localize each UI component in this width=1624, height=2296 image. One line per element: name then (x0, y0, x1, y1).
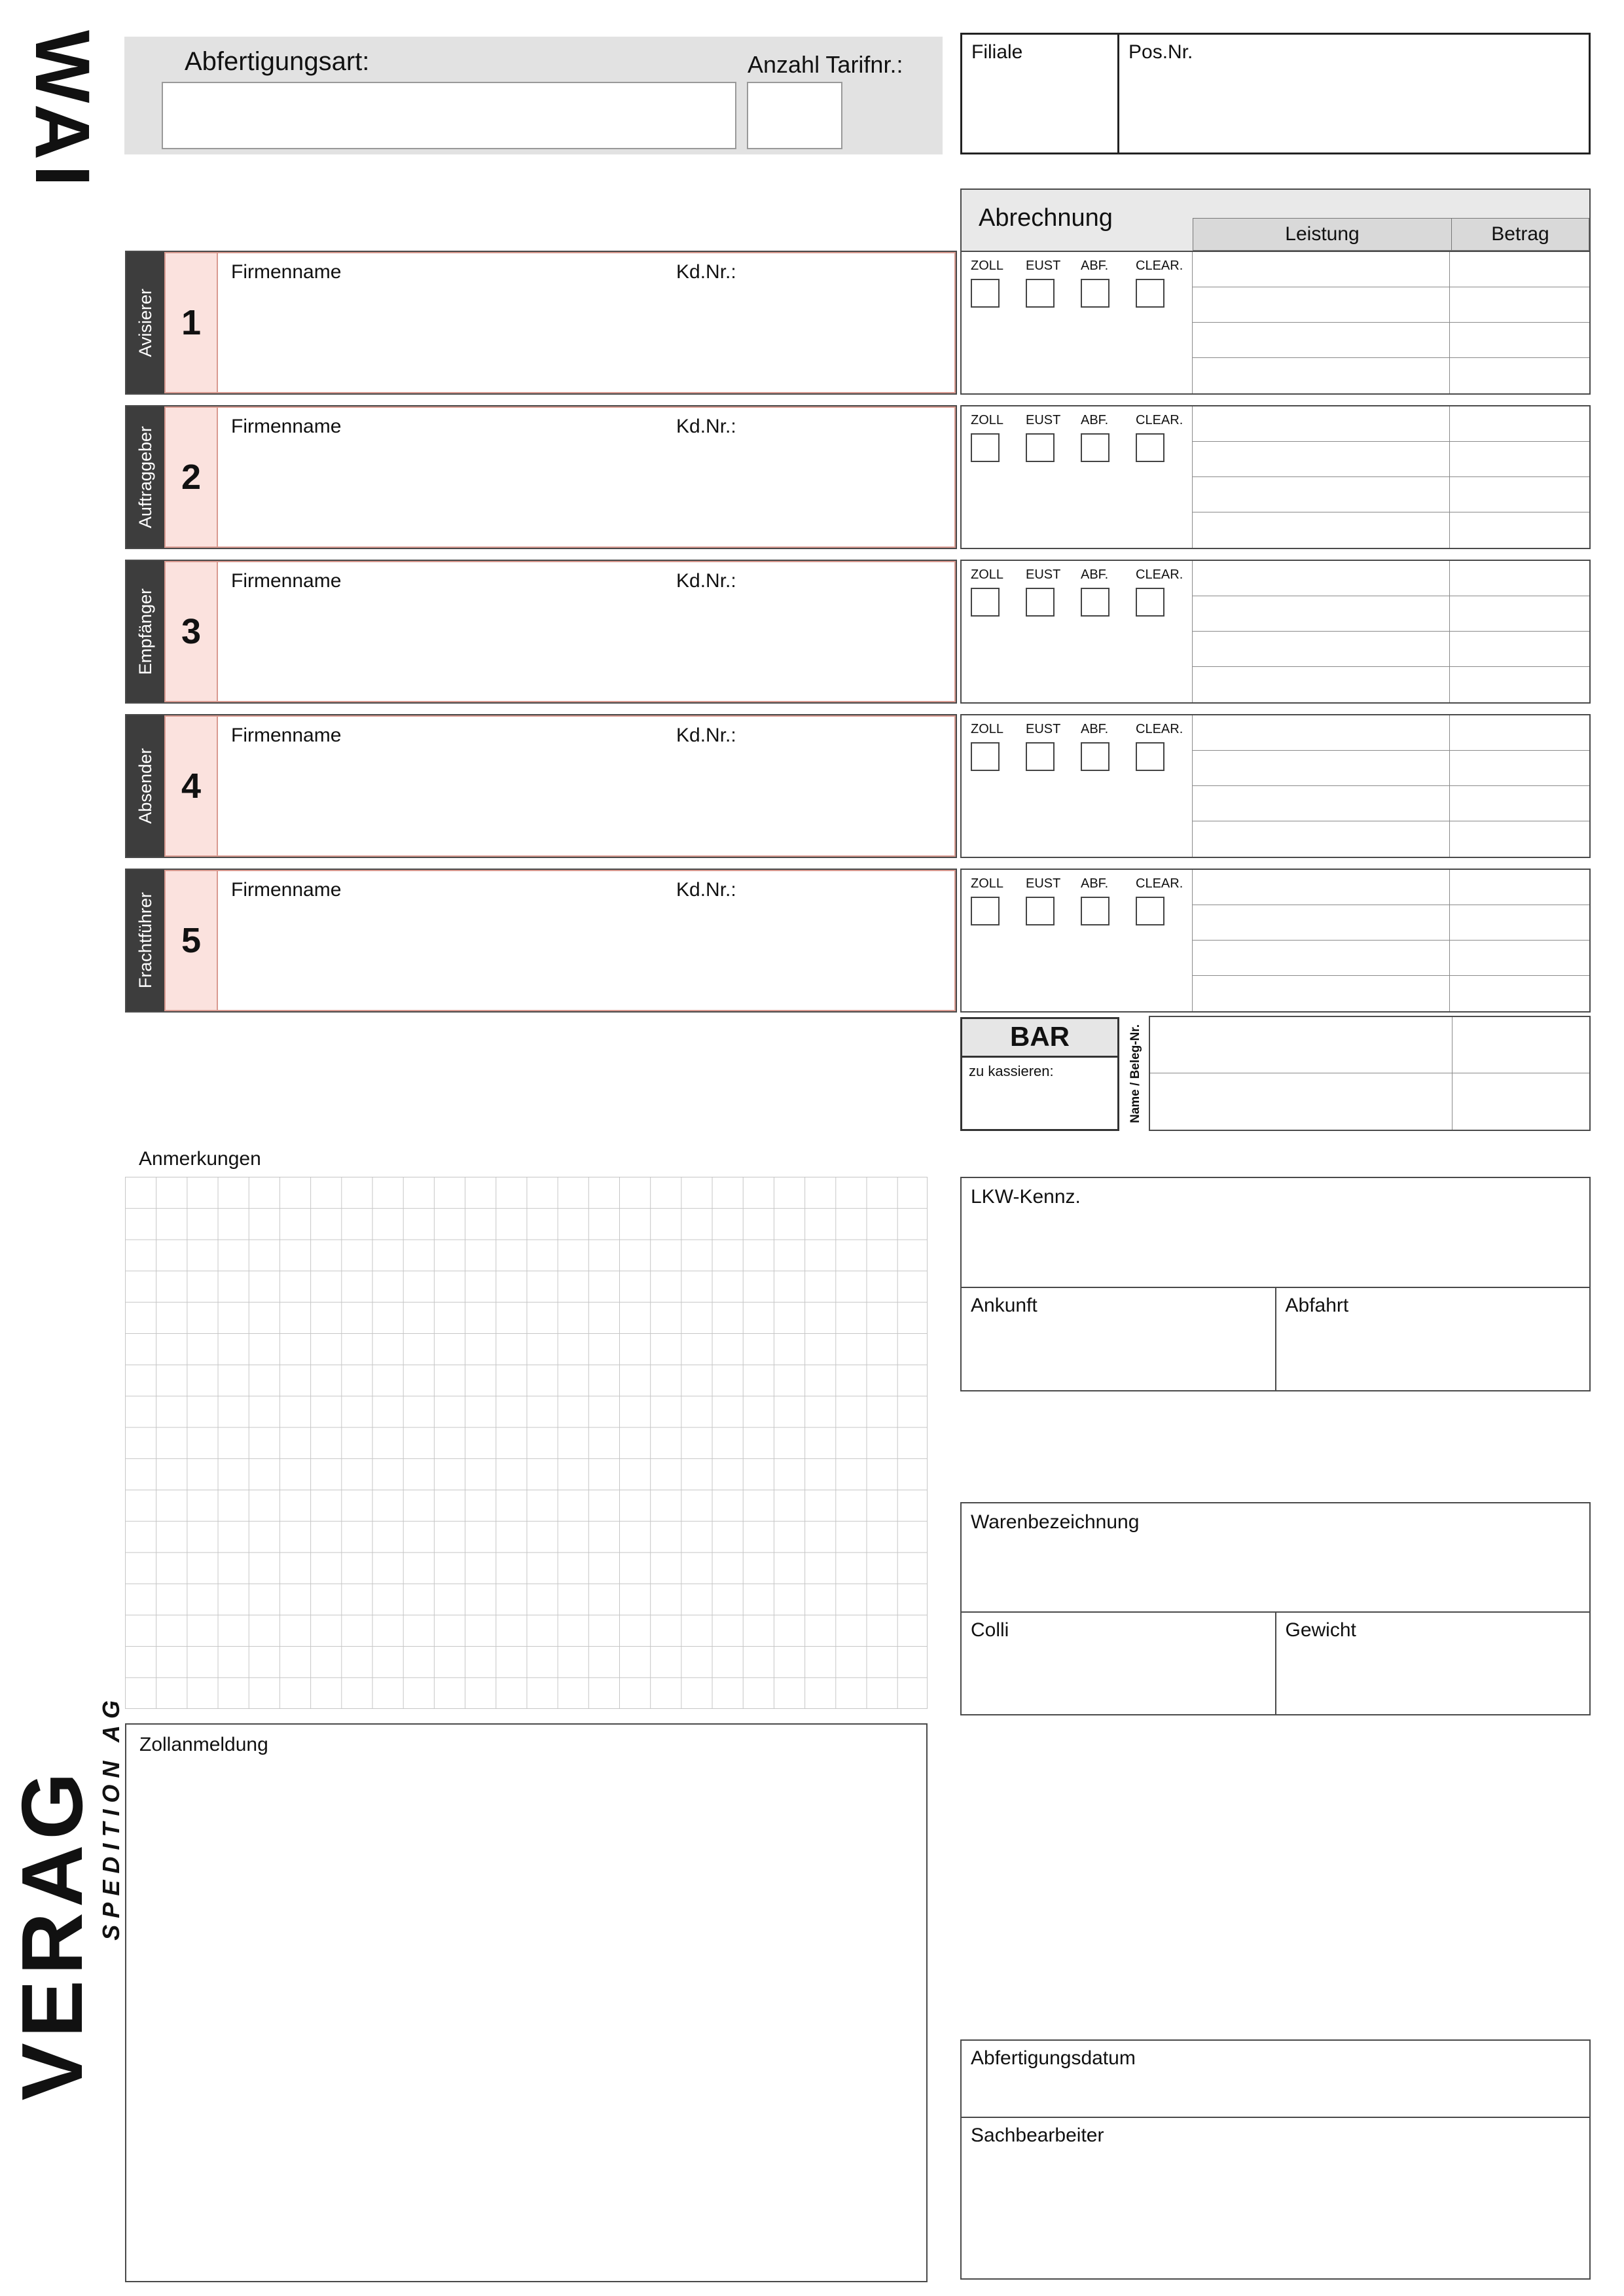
betrag-cell[interactable] (1449, 715, 1589, 751)
bar-rows (1149, 1016, 1591, 1131)
eust-label: EUST (1026, 876, 1061, 891)
party-5-abf-col (1081, 876, 1136, 1011)
party-3-checkbox-zone (962, 561, 1193, 702)
party-1-number: 1 (181, 303, 202, 342)
party-2-company-field[interactable] (218, 408, 954, 547)
leistung-cell[interactable] (1193, 976, 1449, 1011)
party-5-abf-checkbox[interactable] (1081, 897, 1110, 925)
clear-label: CLEAR. (1136, 413, 1183, 427)
party-4-abf-col (1081, 722, 1136, 857)
party-5-rolebar (126, 870, 164, 1011)
leistung-cell[interactable] (1193, 667, 1449, 702)
colli-label: Colli (971, 1619, 1009, 1641)
party-5-clear-col (1136, 876, 1191, 1011)
party-block-avisierer (125, 251, 1591, 395)
party-4-abrechnung (960, 714, 1591, 858)
abfertigung-box (960, 2039, 1591, 2280)
leistung-cell[interactable] (1193, 596, 1449, 632)
party-3-abrechnung (960, 560, 1591, 704)
abf-label: ABF. (1081, 259, 1109, 273)
zoll-label: ZOLL (971, 876, 1004, 891)
party-1-rolebar (126, 252, 164, 393)
anzahl-tarifnr-label: Anzahl Tarifnr.: (748, 51, 903, 78)
betrag-cell[interactable] (1449, 477, 1589, 512)
party-1-zoll-checkbox[interactable] (971, 279, 1000, 308)
leistung-cell[interactable] (1193, 632, 1449, 667)
abf-label: ABF. (1081, 722, 1109, 736)
party-5-rows (1193, 870, 1589, 1011)
party-4-eust-checkbox[interactable] (1026, 742, 1055, 771)
party-2-number-column (166, 408, 218, 547)
betrag-column-header: Betrag (1451, 218, 1589, 251)
spedition-ag-label: SPEDITION AG (98, 1694, 124, 1941)
party-3-abf-checkbox[interactable] (1081, 588, 1110, 617)
abf-label: ABF. (1081, 413, 1109, 427)
party-4-eust-col (1026, 722, 1081, 857)
sachbearbeiter-field[interactable] (962, 2117, 1589, 2278)
zoll-label: ZOLL (971, 722, 1004, 736)
betrag-cell[interactable] (1449, 406, 1589, 442)
colli-field[interactable] (962, 1613, 1276, 1714)
betrag-cell[interactable] (1449, 905, 1589, 941)
party-2-clear-checkbox[interactable] (1136, 433, 1164, 462)
party-3-number: 3 (181, 612, 202, 651)
lkw-kennz-field[interactable] (962, 1178, 1589, 1287)
party-4-checkbox-zone (962, 715, 1193, 857)
party-5-role-label: Frachtführer (135, 892, 155, 989)
party-1-company-field[interactable] (218, 253, 954, 392)
eust-label: EUST (1026, 259, 1061, 273)
party-block-absender (125, 714, 1591, 858)
party-1-abf-col (1081, 259, 1136, 393)
party-5-left (125, 869, 957, 1013)
betrag-cell[interactable] (1449, 786, 1589, 821)
party-3-clear-checkbox[interactable] (1136, 588, 1164, 617)
betrag-cell[interactable] (1449, 252, 1589, 287)
party-2-zoll-checkbox[interactable] (971, 433, 1000, 462)
party-3-eust-checkbox[interactable] (1026, 588, 1055, 617)
abf-label: ABF. (1081, 876, 1109, 891)
party-2-eust-col (1026, 413, 1081, 548)
kdnr-label: Kd.Nr.: (676, 879, 736, 901)
party-5-abrechnung (960, 869, 1591, 1013)
party-3-zoll-checkbox[interactable] (971, 588, 1000, 617)
party-1-eust-col (1026, 259, 1081, 393)
zoll-label: ZOLL (971, 567, 1004, 582)
leistung-cell[interactable] (1193, 406, 1449, 442)
party-1-abrechnung (960, 251, 1591, 395)
betrag-cell[interactable] (1449, 632, 1589, 667)
party-5-eust-checkbox[interactable] (1026, 897, 1055, 925)
leistung-cell[interactable] (1193, 287, 1449, 323)
firmenname-label: Firmenname (231, 261, 342, 283)
betrag-cell[interactable] (1449, 512, 1589, 548)
zu-kassieren-field[interactable] (960, 1058, 1119, 1131)
leistung-cell[interactable] (1193, 323, 1449, 358)
party-4-number: 4 (181, 766, 202, 806)
betrag-cell[interactable] (1452, 1073, 1589, 1130)
party-4-clear-checkbox[interactable] (1136, 742, 1164, 771)
party-1-clear-checkbox[interactable] (1136, 279, 1164, 308)
party-2-rolebar (126, 406, 164, 548)
betrag-cell[interactable] (1449, 561, 1589, 596)
filiale-posnr-box (960, 33, 1591, 154)
party-2-number: 2 (181, 457, 202, 497)
filiale-field[interactable] (962, 35, 1119, 152)
firmenname-label: Firmenname (231, 879, 342, 901)
sachbearbeiter-label: Sachbearbeiter (971, 2125, 1104, 2146)
zoll-label: ZOLL (971, 259, 1004, 273)
party-2-abf-col (1081, 413, 1136, 548)
betrag-cell[interactable] (1449, 941, 1589, 976)
party-3-left (125, 560, 957, 704)
zu-kassieren-label: zu kassieren: (969, 1063, 1054, 1079)
party-5-eust-col (1026, 876, 1081, 1011)
betrag-cell[interactable] (1452, 1017, 1589, 1073)
anzahl-tarifnr-field[interactable] (747, 82, 842, 149)
leistung-cell[interactable] (1193, 442, 1449, 477)
party-2-checkbox-zone (962, 406, 1193, 548)
zollanmeldung-field[interactable] (125, 1723, 928, 2282)
party-block-empfaenger (125, 560, 1591, 704)
clear-label: CLEAR. (1136, 259, 1183, 273)
party-3-eust-col (1026, 567, 1081, 702)
party-5-clear-checkbox[interactable] (1136, 897, 1164, 925)
leistung-cell[interactable] (1193, 905, 1449, 941)
party-2-zoll-col (971, 413, 1026, 548)
firmenname-label: Firmenname (231, 416, 342, 437)
posnr-field[interactable] (1119, 35, 1589, 152)
abfertigungsart-field[interactable] (162, 82, 736, 149)
kdnr-label: Kd.Nr.: (676, 570, 736, 592)
abrechnung-header (960, 188, 1591, 252)
party-4-abf-checkbox[interactable] (1081, 742, 1110, 771)
abfertigungsdatum-field[interactable] (962, 2041, 1589, 2117)
anmerkungen-grid-field[interactable] (125, 1177, 928, 1709)
party-2-rows (1193, 406, 1589, 548)
leistung-cell[interactable] (1193, 870, 1449, 905)
eust-label: EUST (1026, 567, 1061, 582)
party-1-checkbox-zone (962, 252, 1193, 393)
party-3-number-column (166, 562, 218, 701)
party-4-rows (1193, 715, 1589, 857)
kdnr-label: Kd.Nr.: (676, 416, 736, 437)
filiale-label: Filiale (971, 41, 1023, 63)
party-5-number: 5 (181, 921, 202, 960)
party-1-zoll-col (971, 259, 1026, 393)
party-2-clear-col (1136, 413, 1191, 548)
betrag-cell[interactable] (1449, 821, 1589, 857)
lkw-kennz-label: LKW-Kennz. (971, 1186, 1081, 1208)
leistung-cell[interactable] (1193, 821, 1449, 857)
party-3-clear-col (1136, 567, 1191, 702)
party-4-clear-col (1136, 722, 1191, 857)
firmenname-label: Firmenname (231, 725, 342, 746)
verag-logo: VERAG (4, 1767, 100, 2101)
party-5-number-column (166, 871, 218, 1010)
party-3-company-field[interactable] (218, 562, 954, 701)
bar-section (960, 1016, 1591, 1131)
party-5-checkbox-zone (962, 870, 1193, 1011)
name-beleg-column (1121, 1016, 1149, 1131)
party-1-clear-col (1136, 259, 1191, 393)
leistung-cell[interactable] (1193, 358, 1449, 393)
party-1-number-column (166, 253, 218, 392)
party-1-role-label: Avisierer (135, 288, 155, 357)
party-block-auftraggeber (125, 405, 1591, 549)
betrag-cell[interactable] (1449, 751, 1589, 786)
anmerkungen-label: Anmerkungen (139, 1148, 261, 1170)
leistung-cell[interactable] (1193, 941, 1449, 976)
kdnr-label: Kd.Nr.: (676, 725, 736, 746)
party-1-eust-checkbox[interactable] (1026, 279, 1055, 308)
zoll-label: ZOLL (971, 413, 1004, 427)
leistung-cell[interactable] (1193, 512, 1449, 548)
leistung-cell[interactable] (1193, 715, 1449, 751)
clear-label: CLEAR. (1136, 722, 1183, 736)
wai-logo: WAI (19, 30, 105, 192)
posnr-label: Pos.Nr. (1128, 41, 1193, 63)
party-3-zoll-col (971, 567, 1026, 702)
lkw-times-row (962, 1287, 1589, 1390)
leistung-cell[interactable] (1193, 786, 1449, 821)
party-4-zoll-checkbox[interactable] (971, 742, 1000, 771)
party-4-number-column (166, 717, 218, 855)
party-3-rolebar (126, 561, 164, 702)
betrag-cell[interactable] (1449, 442, 1589, 477)
leistung-cell[interactable] (1150, 1017, 1452, 1073)
party-2-abf-checkbox[interactable] (1081, 433, 1110, 462)
leistung-cell[interactable] (1193, 477, 1449, 512)
party-1-abf-checkbox[interactable] (1081, 279, 1110, 308)
party-2-abrechnung (960, 405, 1591, 549)
abfertigungsart-label: Abfertigungsart: (185, 47, 370, 76)
ankunft-field[interactable] (962, 1288, 1276, 1390)
eust-label: EUST (1026, 722, 1061, 736)
abfertigungsdatum-label: Abfertigungsdatum (971, 2047, 1136, 2069)
party-4-left (125, 714, 957, 858)
kdnr-label: Kd.Nr.: (676, 261, 736, 283)
party-4-rolebar (126, 715, 164, 857)
leistung-cell[interactable] (1193, 561, 1449, 596)
party-3-rows (1193, 561, 1589, 702)
name-beleg-label: Name / Beleg-Nr. (1128, 1024, 1142, 1123)
party-5-zoll-col (971, 876, 1026, 1011)
warenbezeichnung-label: Warenbezeichnung (971, 1511, 1140, 1533)
clear-label: CLEAR. (1136, 567, 1183, 582)
party-3-abf-col (1081, 567, 1136, 702)
leistung-column-header: Leistung (1193, 218, 1452, 251)
abf-label: ABF. (1081, 567, 1109, 582)
bar-title: BAR (1010, 1021, 1070, 1052)
party-5-redwrap (164, 870, 956, 1011)
ware-box (960, 1502, 1591, 1715)
zollanmeldung-label: Zollanmeldung (139, 1734, 268, 1755)
eust-label: EUST (1026, 413, 1061, 427)
gewicht-label: Gewicht (1285, 1619, 1356, 1641)
bar-title-box (960, 1017, 1119, 1058)
ankunft-label: Ankunft (971, 1295, 1038, 1316)
party-2-role-label: Auftraggeber (135, 425, 155, 529)
firmenname-label: Firmenname (231, 570, 342, 592)
party-2-left (125, 405, 957, 549)
gewicht-field[interactable] (1276, 1613, 1590, 1714)
party-4-role-label: Absender (135, 748, 155, 824)
leistung-cell[interactable] (1150, 1073, 1452, 1130)
party-5-zoll-checkbox[interactable] (971, 897, 1000, 925)
clear-label: CLEAR. (1136, 876, 1183, 891)
betrag-cell[interactable] (1449, 596, 1589, 632)
party-4-company-field[interactable] (218, 717, 954, 855)
betrag-cell[interactable] (1449, 358, 1589, 393)
party-3-redwrap (164, 561, 956, 702)
party-1-redwrap (164, 252, 956, 393)
party-block-frachtfuehrer (125, 869, 1591, 1013)
betrag-cell[interactable] (1449, 976, 1589, 1011)
betrag-cell[interactable] (1449, 287, 1589, 323)
party-5-company-field[interactable] (218, 871, 954, 1010)
ware-bottom-row (962, 1611, 1589, 1714)
abfahrt-field[interactable] (1276, 1288, 1590, 1390)
top-header (124, 37, 943, 154)
abrechnung-title: Abrechnung (979, 204, 1113, 232)
party-2-redwrap (164, 406, 956, 548)
party-4-zoll-col (971, 722, 1026, 857)
party-1-left (125, 251, 957, 395)
warenbezeichnung-field[interactable] (962, 1503, 1589, 1611)
abfahrt-label: Abfahrt (1285, 1295, 1349, 1316)
lkw-box (960, 1177, 1591, 1391)
betrag-cell[interactable] (1449, 323, 1589, 358)
leistung-cell[interactable] (1193, 751, 1449, 786)
betrag-cell[interactable] (1449, 667, 1589, 702)
party-2-eust-checkbox[interactable] (1026, 433, 1055, 462)
leistung-cell[interactable] (1193, 252, 1449, 287)
party-4-redwrap (164, 715, 956, 857)
betrag-cell[interactable] (1449, 870, 1589, 905)
party-1-rows (1193, 252, 1589, 393)
party-3-role-label: Empfänger (135, 588, 155, 675)
